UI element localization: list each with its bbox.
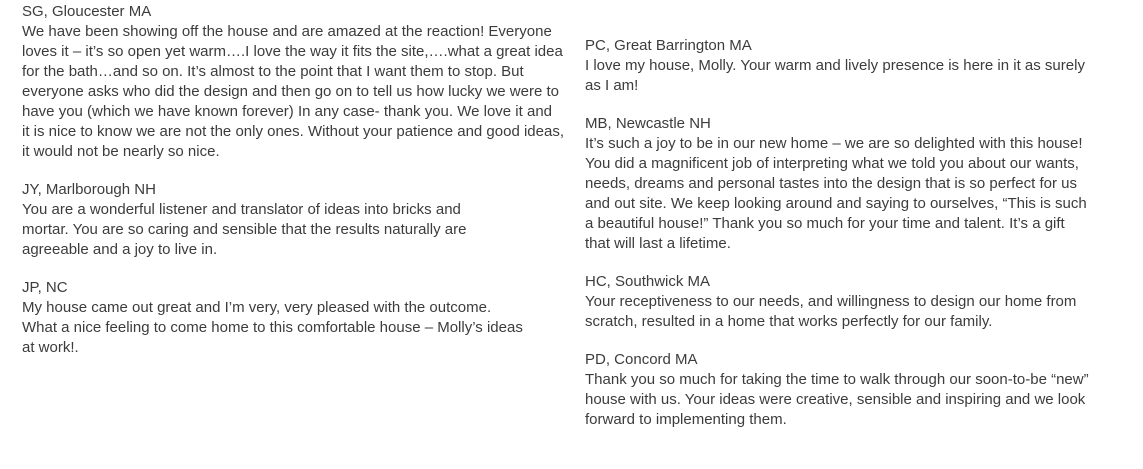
testimonial-text-line: at work!. <box>22 339 79 356</box>
testimonial-text-line: a beautiful house!” Thank you so much for your time and talent. It’s a gift <box>585 215 1065 232</box>
testimonial-text-line: everyone asks who did the design and then go on to tell us how lucky we were to <box>22 83 559 100</box>
testimonial-author: PC, Great Barrington MA <box>585 37 752 54</box>
testimonial-text-line: You are a wonderful listener and translator of ideas into bricks and <box>22 201 461 218</box>
testimonial-text-line: have you (which we have known forever) In any case- thank you. We love it and <box>22 103 553 120</box>
testimonials-left-column <box>22 2 564 376</box>
testimonial-text-line: scratch, resulted in a home that works perfectly for our family. <box>585 313 993 330</box>
testimonial-pd <box>585 350 1130 430</box>
testimonial-text-line: Your receptiveness to our needs, and willingness to design our home from <box>585 293 1077 310</box>
testimonial-jy <box>22 180 542 260</box>
testimonial-text-line: My house came out great and I’m very, very pleased with the outcome. <box>22 299 492 316</box>
testimonial-text-line: as I am! <box>585 77 639 94</box>
testimonial-text-line: needs, dreams and personal tastes into the design that is so perfect for us <box>585 175 1077 192</box>
testimonial-text-line: and out site. We keep looking around and saying to ourselves, “This is such <box>585 195 1087 212</box>
testimonial-mb <box>585 114 1130 254</box>
testimonial-text-line: mortar. You are so caring and sensible that the results naturally are <box>22 221 467 238</box>
testimonial-author: HC, Southwick MA <box>585 273 711 290</box>
testimonial-text-line: It’s such a joy to be in our new home – we are so delighted with this house! <box>585 135 1083 152</box>
testimonial-text-line: I love my house, Molly. Your warm and lively presence is here in it as surely <box>585 57 1085 74</box>
testimonial-pc <box>585 36 1130 96</box>
testimonials-right-column <box>585 36 1130 448</box>
testimonial-text-line: loves it – it’s so open yet warm….I love the way it fits the site,….what a great idea <box>22 43 563 60</box>
testimonial-author: SG, Gloucester MA <box>22 3 152 20</box>
testimonial-sg <box>22 2 564 162</box>
testimonial-author: MB, Newcastle NH <box>585 115 711 132</box>
testimonial-author: PD, Concord MA <box>585 351 698 368</box>
testimonial-text-line: house with us. Your ideas were creative, sensible and inspiring and we look <box>585 391 1086 408</box>
testimonial-text-line: that will last a lifetime. <box>585 235 731 252</box>
testimonial-author: JP, NC <box>22 279 68 296</box>
testimonial-text-line: for the bath…and so on. It’s almost to the point that I want them to stop. But <box>22 63 524 80</box>
testimonial-text-line: it would not be nearly so nice. <box>22 143 220 160</box>
testimonial-text-line: forward to implementing them. <box>585 411 787 428</box>
testimonial-text-line: What a nice feeling to come home to this comfortable house – Molly’s ideas <box>22 319 523 336</box>
testimonial-text-line: Thank you so much for taking the time to walk through our soon-to-be “new” <box>585 371 1089 388</box>
testimonial-text-line: You did a magnificent job of interpreting what we told you about our wants, <box>585 155 1079 172</box>
testimonial-jp <box>22 278 542 358</box>
testimonial-text-line: it is nice to know we are not the only ones. Without your patience and good ideas, <box>22 123 564 140</box>
testimonial-hc <box>585 272 1130 332</box>
testimonial-text-line: We have been showing off the house and are amazed at the reaction! Everyone <box>22 23 552 40</box>
testimonial-author: JY, Marlborough NH <box>22 181 156 198</box>
testimonial-text-line: agreeable and a joy to live in. <box>22 241 218 258</box>
